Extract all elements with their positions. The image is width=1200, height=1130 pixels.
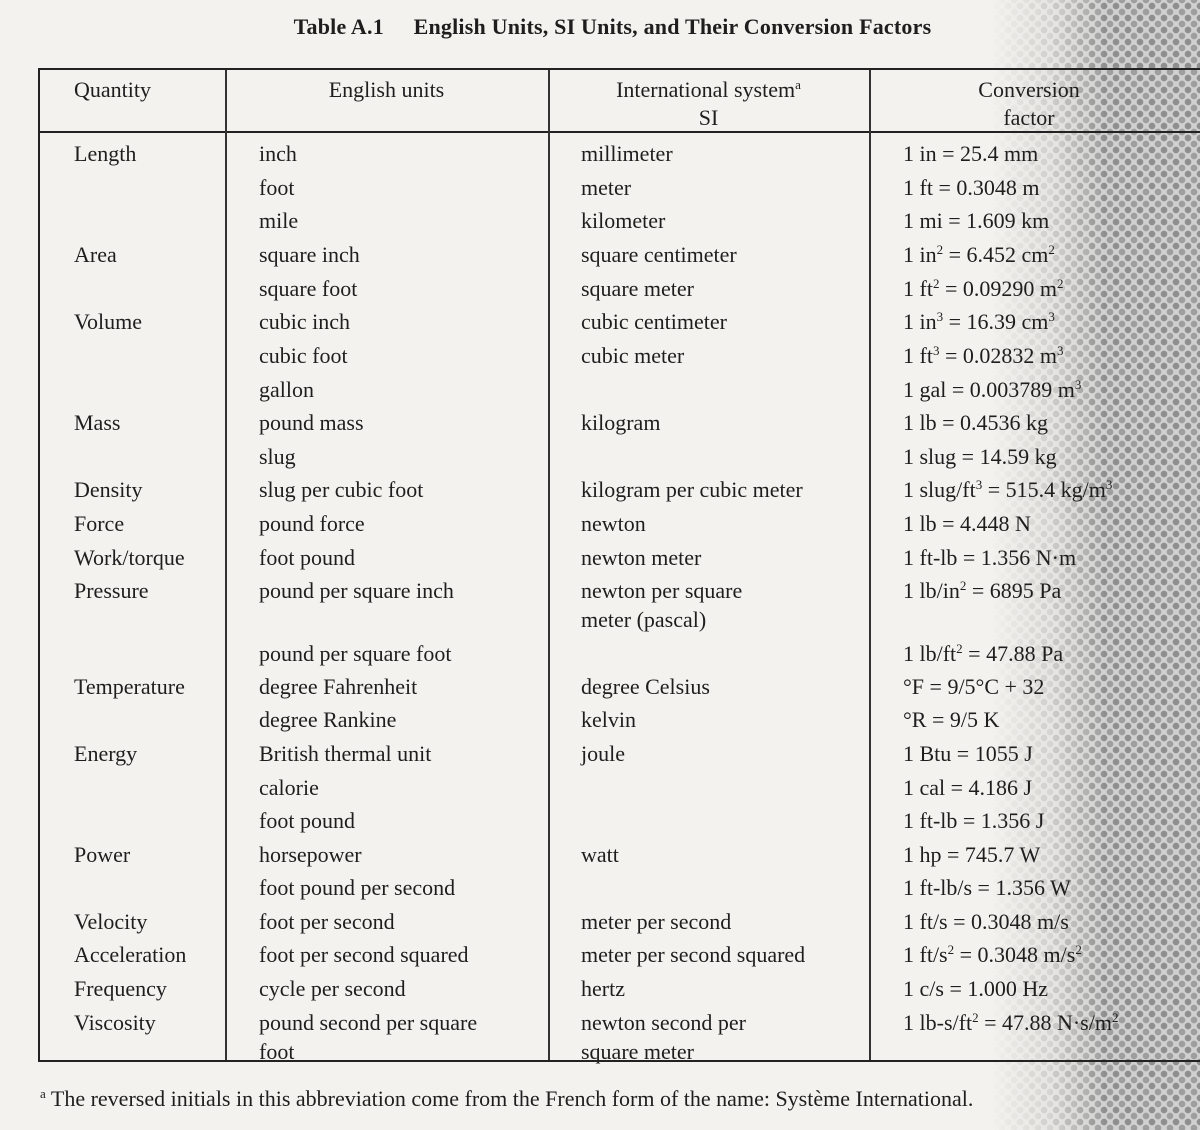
si-unit-cell: newton: [581, 511, 646, 536]
header-conv-line2: factor: [1003, 105, 1055, 130]
table-number: Table A.1: [293, 14, 384, 39]
english-unit-cell: square foot: [259, 276, 358, 301]
conversion-factor-cell: 1 gal = 0.003789 $m^3$: [903, 377, 1082, 402]
english-unit-cell-continued: foot: [259, 1039, 295, 1064]
english-unit-cell: cubic foot: [259, 343, 348, 368]
quantity-cell: Pressure: [74, 578, 149, 603]
conversion-factor-cell: 1 $lb/in^2 = 6895$ Pa: [903, 578, 1062, 603]
column-divider: [548, 70, 550, 1060]
header-english-units: English units: [328, 77, 445, 102]
si-unit-cell: newton meter: [581, 545, 702, 570]
column-divider: [225, 70, 227, 1060]
conversion-factor-cell: 1 c/s = 1.000 Hz: [903, 976, 1048, 1001]
conversion-factor-cell: 1 mi = 1.609 km: [903, 208, 1050, 233]
conversion-factor-cell: °F = 9/5°C + 32: [903, 674, 1045, 699]
quantity-cell: Acceleration: [74, 942, 187, 967]
si-unit-cell: kelvin: [581, 707, 636, 732]
quantity-cell: Velocity: [74, 909, 148, 934]
quantity-cell: Work/torque: [74, 545, 185, 570]
conversion-factor-cell: 1 $lb/ft^2 = 47.88$ Pa: [903, 641, 1064, 666]
english-unit-cell: foot: [259, 175, 295, 200]
si-unit-cell: newton second per: [581, 1010, 746, 1035]
english-unit-cell: foot pound: [259, 545, 355, 570]
conversion-factor-cell: 1 ft-lb = 1.356 J: [903, 808, 1045, 833]
conversion-factor-cell: 1 lb = 0.4536 kg: [903, 410, 1049, 435]
english-unit-cell: pound per square foot: [259, 641, 452, 666]
table-caption: [0, 14, 1200, 40]
conversion-factor-cell: 1 $in^3 = 16.39$ $cm^3$: [903, 309, 1055, 334]
si-unit-cell: kilogram: [581, 410, 661, 435]
quantity-cell: Viscosity: [74, 1010, 156, 1035]
si-unit-cell: kilometer: [581, 208, 666, 233]
si-unit-cell: millimeter: [581, 141, 673, 166]
quantity-cell: Area: [74, 242, 117, 267]
english-unit-cell: slug: [259, 444, 296, 469]
si-unit-cell-continued: meter (pascal): [581, 607, 707, 632]
english-unit-cell: foot pound: [259, 808, 355, 833]
conversion-table: [38, 68, 1200, 1062]
si-unit-cell: hertz: [581, 976, 625, 1001]
conversion-factor-cell: 1 lb = 4.448 N: [903, 511, 1031, 536]
si-unit-cell: square meter: [581, 276, 694, 301]
quantity-cell: Mass: [74, 410, 121, 435]
english-unit-cell: foot pound per second: [259, 875, 456, 900]
quantity-cell: Length: [74, 141, 137, 166]
si-unit-cell: meter per second: [581, 909, 732, 934]
conversion-factor-cell: 1 hp = 745.7 W: [903, 842, 1041, 867]
table-title: English Units, SI Units, and Their Conversion Factors: [413, 14, 932, 39]
english-unit-cell: inch: [259, 141, 297, 166]
column-divider: [869, 70, 871, 1060]
english-unit-cell: gallon: [259, 377, 314, 402]
si-unit-cell: cubic meter: [581, 343, 685, 368]
english-unit-cell: cubic inch: [259, 309, 351, 334]
si-unit-cell-continued: square meter: [581, 1039, 694, 1064]
conversion-factor-cell: 1 ft-lb/s = 1.356 W: [903, 875, 1071, 900]
conversion-factor-cell: 1 ft = 0.3048 m: [903, 175, 1040, 200]
footnote-mark: a: [40, 1086, 46, 1101]
header-conv-line1: Conversion: [978, 77, 1080, 102]
english-unit-cell: foot per second squared: [259, 942, 469, 967]
si-unit-cell: cubic centimeter: [581, 309, 727, 334]
si-unit-cell: square centimeter: [581, 242, 737, 267]
si-unit-cell: meter: [581, 175, 632, 200]
english-unit-cell: pound per square inch: [259, 578, 454, 603]
quantity-cell: Volume: [74, 309, 143, 334]
si-unit-cell: watt: [581, 842, 619, 867]
si-unit-cell: meter per second squared: [581, 942, 806, 967]
header-si-units: [548, 76, 869, 132]
english-unit-cell: foot per second: [259, 909, 395, 934]
english-unit-cell: horsepower: [259, 842, 362, 867]
header-si-line2: SI: [698, 105, 719, 130]
english-unit-cell: cycle per second: [259, 976, 406, 1001]
conversion-factor-cell: 1 $ft/s^2 = 0.3048$ $m/s^2$: [903, 942, 1082, 967]
quantity-cell: Density: [74, 477, 143, 502]
conversion-factor-cell: 1 $in^2 = 6.452$ $cm^2$: [903, 242, 1055, 267]
quantity-cell: Force: [74, 511, 125, 536]
conversion-factor-cell: 1 in = 25.4 mm: [903, 141, 1039, 166]
quantity-cell: Temperature: [74, 674, 185, 699]
si-unit-cell: joule: [581, 741, 625, 766]
english-unit-cell: square inch: [259, 242, 360, 267]
conversion-factor-cell: 1 ft-lb = 1.356 N·m: [903, 545, 1077, 570]
conversion-factor-cell: 1 ft/s = 0.3048 m/s: [903, 909, 1069, 934]
header-quantity: Quantity: [74, 77, 151, 102]
quantity-cell: Power: [74, 842, 131, 867]
english-unit-cell: calorie: [259, 775, 319, 800]
footnote-text: The reversed initials in this abbreviation come from the French form of the name: Système International.: [50, 1086, 974, 1111]
footnote-mark: a: [795, 77, 801, 92]
english-unit-cell: degree Fahrenheit: [259, 674, 418, 699]
quantity-cell: Frequency: [74, 976, 167, 1001]
english-unit-cell: pound force: [259, 511, 365, 536]
english-unit-cell: British thermal unit: [259, 741, 432, 766]
si-unit-cell: kilogram per cubic meter: [581, 477, 803, 502]
si-unit-cell: degree Celsius: [581, 674, 710, 699]
english-unit-cell: pound second per square: [259, 1010, 478, 1035]
si-unit-cell: newton per square: [581, 578, 743, 603]
header-si-line1: International system: [616, 77, 796, 102]
conversion-factor-cell: 1 slug = 14.59 kg: [903, 444, 1057, 469]
conversion-factor-cell: 1 $lb-s/ft^2 = 47.88$ $N\cdot s/m^2$: [903, 1010, 1119, 1035]
english-unit-cell: mile: [259, 208, 299, 233]
english-unit-cell: slug per cubic foot: [259, 477, 424, 502]
conversion-factor-cell: 1 $ft^3 = 0.02832$ $m^3$: [903, 343, 1064, 368]
conversion-factor-cell: 1 Btu = 1055 J: [903, 741, 1033, 766]
english-unit-cell: pound mass: [259, 410, 364, 435]
quantity-cell: Energy: [74, 741, 138, 766]
english-unit-cell: degree Rankine: [259, 707, 397, 732]
footnote: [40, 1086, 973, 1112]
conversion-factor-cell: 1 slug/$ft^3 = 515.4$ $kg/m^3$: [903, 477, 1113, 502]
conversion-factor-cell: °R = 9/5 K: [903, 707, 1000, 732]
conversion-factor-cell: 1 $ft^2 = 0.09290$ $m^2$: [903, 276, 1064, 301]
conversion-factor-cell: 1 cal = 4.186 J: [903, 775, 1033, 800]
header-conversion-factor: [869, 76, 1189, 132]
